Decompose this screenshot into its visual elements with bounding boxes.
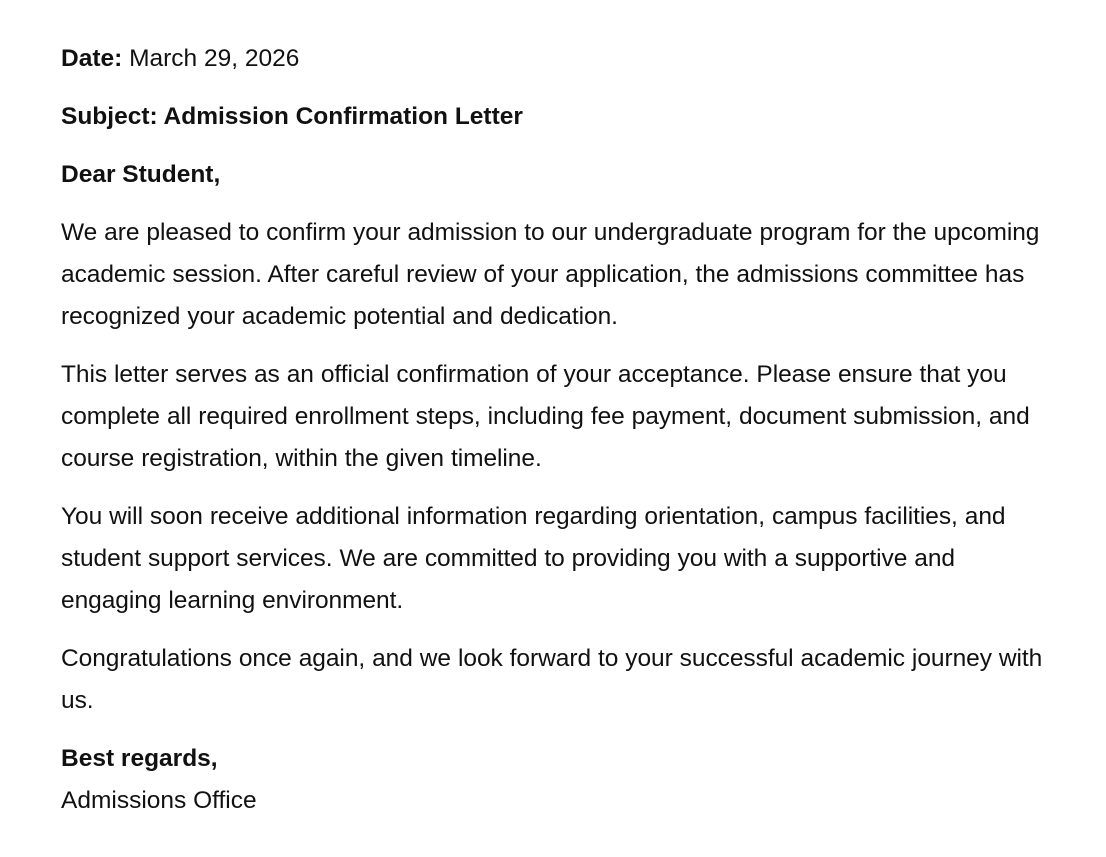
date-line xyxy=(61,38,1054,80)
closing-line: Best regards, xyxy=(61,745,218,772)
date-value: March 29, 2026 xyxy=(122,45,300,72)
signature-name: Admissions Office xyxy=(61,787,257,814)
date-label: Date: xyxy=(61,45,123,72)
letter-body xyxy=(61,38,1054,822)
body-paragraph-1: We are pleased to confirm your admission to our undergraduate program for the upcoming academic session. After careful review of your application, the admissions committee has recognized your academic potential and dedication. xyxy=(61,219,1040,330)
salutation: Dear Student, xyxy=(61,161,221,188)
body-paragraph-3: You will soon receive additional information regarding orientation, campus facilities, and student support services. We are committed to providing you with a supportive and engaging learning environment. xyxy=(61,503,1006,614)
signature-block xyxy=(61,738,1054,822)
subject-line: Subject: Admission Confirmation Letter xyxy=(61,103,523,130)
body-paragraph-4: Congratulations once again, and we look forward to your successful academic journey with us. xyxy=(61,645,1043,714)
body-paragraph-2: This letter serves as an official confirmation of your acceptance. Please ensure that you complete all required enrollment steps, including fee payment, document submission, and course registration, within the given timeline. xyxy=(61,361,1030,472)
